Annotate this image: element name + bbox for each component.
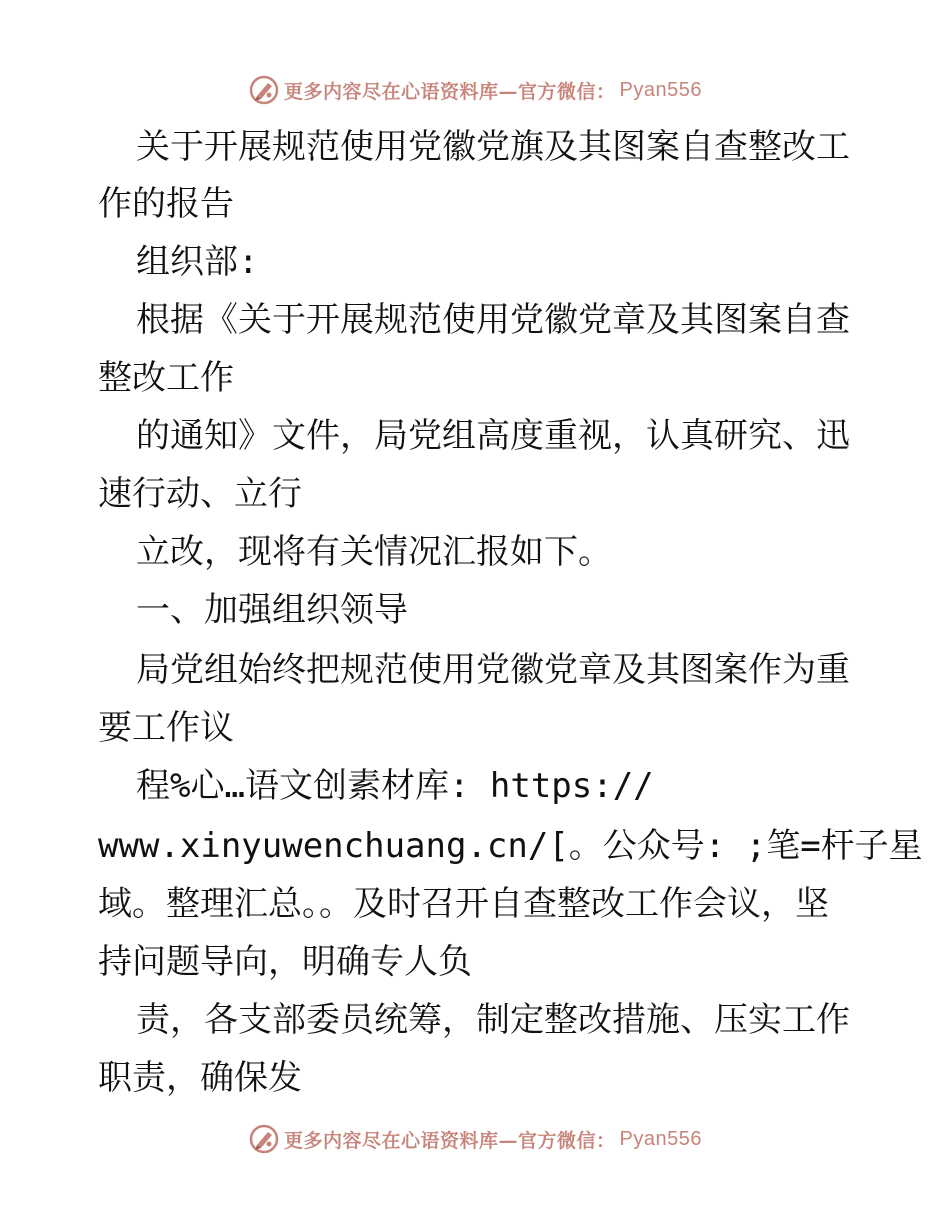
paragraph-line: 根据《关于开展规范使用党徽党章及其图案自查 xyxy=(136,300,850,340)
paragraph-line: 域。整理汇总。。及时召开自查整改工作会议，坚 xyxy=(98,884,829,924)
paragraph-line: 的通知》文件，局党组高度重视，认真研究、迅 xyxy=(136,416,850,456)
paragraph-line: 责，各支部委员统筹，制定整改措施、压实工作 xyxy=(136,1000,850,1040)
title-line-2: 作的报告 xyxy=(98,184,234,224)
paragraph-line: 立改，现将有关情况汇报如下。 xyxy=(136,532,612,572)
salutation: 组织部: xyxy=(136,242,259,282)
paragraph-line: 持问题导向，明确专人负 xyxy=(98,942,472,982)
pen-logo-icon xyxy=(248,1123,280,1155)
header-banner xyxy=(0,70,950,110)
paragraph-line: 整改工作 xyxy=(98,358,234,398)
paragraph-line: 局党组始终把规范使用党徽党章及其图案作为重 xyxy=(136,650,850,690)
section-heading: 一、加强组织领导 xyxy=(136,590,408,630)
pen-logo-icon xyxy=(248,74,280,106)
wechat-id: Pyan556 xyxy=(619,78,702,101)
paragraph-line: 速行动、立行 xyxy=(98,474,302,514)
wechat-id: Pyan556 xyxy=(619,1127,702,1150)
paragraph-line: 职责，确保发 xyxy=(98,1058,302,1098)
paragraph-line: 程%心…语文创素材库: https:// xyxy=(136,766,654,806)
banner-text: 更多内容尽在心语资料库—官方微信： xyxy=(284,80,616,103)
title-line-1: 关于开展规范使用党徽党旗及其图案自查整改工 xyxy=(136,127,850,167)
paragraph-line: www.xinyuwenchuang.cn/[。公众号: ;笔=杆子星 xyxy=(98,826,923,866)
banner-text: 更多内容尽在心语资料库—官方微信： xyxy=(284,1129,616,1152)
paragraph-line: 要工作议 xyxy=(98,708,234,748)
footer-banner xyxy=(0,1119,950,1159)
